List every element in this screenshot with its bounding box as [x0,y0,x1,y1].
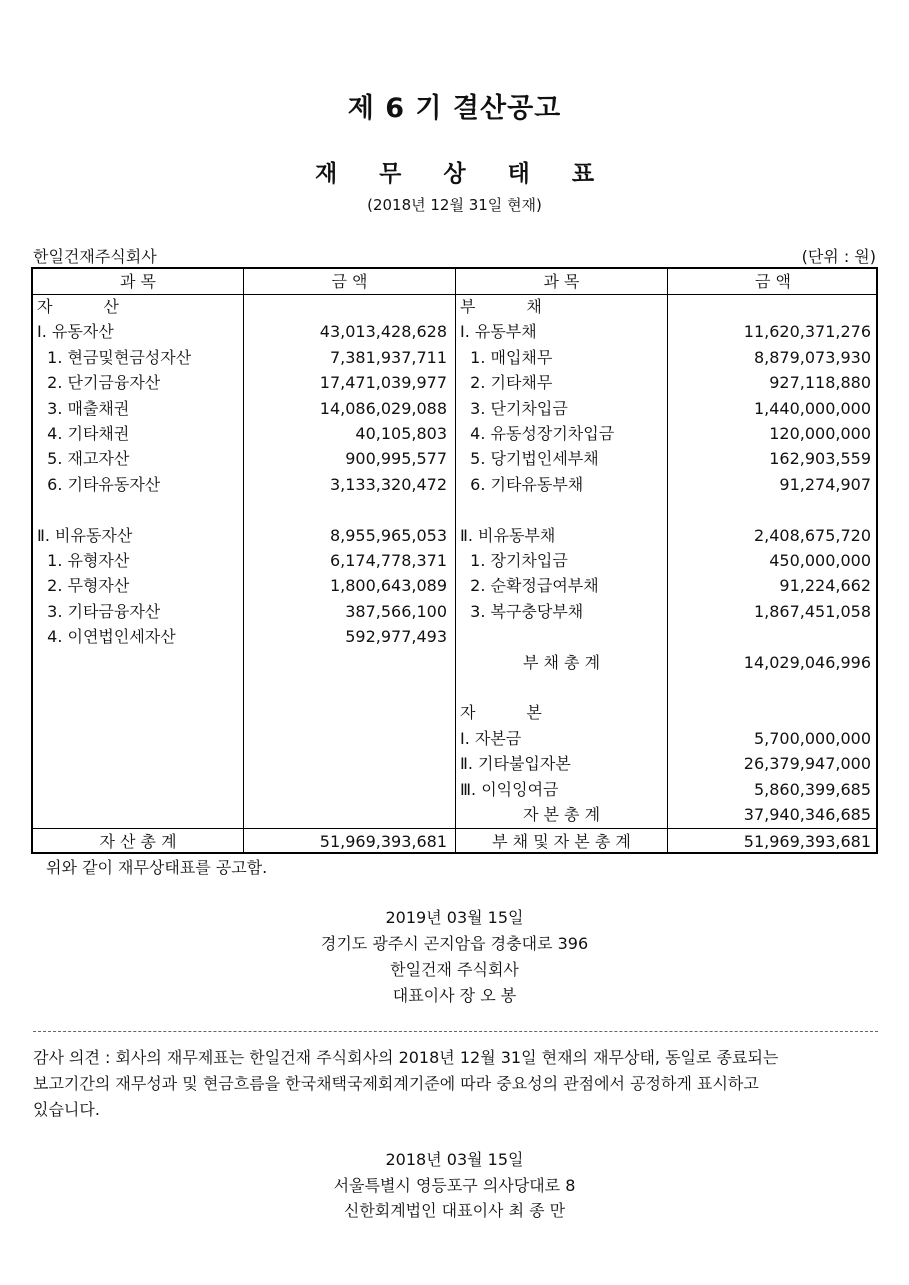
row-label: 1. 유형자산 [37,551,130,570]
row-amount: 2,408,675,720 [753,525,871,545]
row-label: 4. 이연법인세자산 [37,627,176,647]
row-amount: 43,013,428,628 [319,322,447,342]
unit-label: (단위 : 원) [801,247,876,266]
row-label [456,675,671,700]
row-amount [668,294,871,319]
row-amount: 14,029,046,996 [743,652,871,672]
row-label: 3. 복구충당부채 [460,601,584,621]
row-amount [244,294,447,319]
row-label: 6. 기타유동자산 [37,474,161,494]
row-label [456,624,671,649]
row-label: 자 본 총 계 [522,805,601,824]
row-label: 2. 순확정급여부채 [460,576,599,596]
row-label [33,497,247,522]
announcement-date: 2019년 03월 15일 [385,908,524,927]
row-amount: 91,274,907 [779,474,871,494]
row-amount: 387,566,100 [345,601,447,621]
header-amount-right: 금 액 [755,272,791,291]
total-assets-amount: 51,969,393,681 [319,832,447,851]
notice-statement: 위와 같이 재무상태표를 공고함. [46,858,268,877]
row-label: Ⅲ. 이익잉여금 [460,779,559,799]
row-label: 1. 장기차입금 [460,551,568,570]
ceo-signature: 대표이사 장 오 봉 [392,986,517,1005]
row-amount: 900,995,577 [345,449,447,469]
row-amount: 1,867,451,058 [753,601,871,621]
auditor-address: 서울특별시 영등포구 의사당대로 8 [333,1176,576,1195]
row-label: 2. 단기금융자산 [37,373,161,393]
row-amount: 40,105,803 [355,424,447,443]
row-label: 1. 매입채무 [460,347,553,367]
row-amount: 3,133,320,472 [329,474,447,494]
company-name: 한일건재주식회사 [33,247,157,266]
row-amount: 450,000,000 [769,551,871,570]
company-signature: 한일건재 주식회사 [390,960,519,979]
row-label: Ⅰ. 유동부채 [460,322,537,342]
total-assets-label: 자 산 총 계 [99,832,177,851]
row-amount [668,700,871,725]
total-liabilities-equity-amount: 51,969,393,681 [743,832,871,851]
auditor-signature: 신한회계법인 대표이사 최 종 만 [343,1201,566,1220]
row-amount: 1,440,000,000 [753,398,871,418]
header-subject-right: 과 목 [543,272,580,291]
row-amount: 8,879,073,930 [753,347,871,367]
total-liabilities-equity-label: 부 채 및 자 본 총 계 [492,832,631,851]
row-amount [668,624,871,649]
row-amount: 17,471,039,977 [319,373,447,393]
row-amount [244,497,447,522]
header-subject-left: 과 목 [120,272,156,291]
row-amount: 14,086,029,088 [319,398,447,418]
row-amount [668,675,871,700]
row-amount: 8,955,965,053 [329,525,447,545]
audit-opinion-line-2: 보고기간의 재무성과 및 현금흐름을 한국채택국제회계기준에 따라 중요성의 관점에서 공정하게 표시하고 [33,1074,759,1093]
balance-sheet-table [31,267,878,854]
row-amount: 7,381,937,711 [329,347,447,367]
row-label: 4. 유동성장기차입금 [460,424,615,443]
row-label: Ⅱ. 기타불입자본 [460,754,571,774]
row-label: Ⅱ. 비유동자산 [37,525,133,545]
row-label: 자 본 [460,703,542,723]
row-label: 2. 무형자산 [37,576,130,596]
row-label: Ⅰ. 자본금 [460,728,522,748]
row-amount: 6,174,778,371 [329,551,447,570]
notice-title: 제 6 기 결산공고 [347,93,562,124]
row-label: 5. 재고자산 [37,449,130,469]
row-amount: 592,977,493 [345,627,447,647]
row-amount: 11,620,371,276 [743,322,871,342]
row-label: 부 채 총 계 [522,652,601,672]
audit-opinion-line-3: 있습니다. [33,1100,100,1119]
header-amount-left: 금 액 [331,272,368,291]
row-label [456,497,671,522]
section-divider [33,1031,878,1032]
row-label: 1. 현금및현금성자산 [37,347,192,367]
row-amount: 120,000,000 [769,424,871,443]
row-label: 자 산 [37,297,119,316]
row-label: Ⅰ. 유동자산 [37,322,114,342]
audit-opinion-line-1: 감사 의견 : 회사의 재무제표는 한일건재 주식회사의 2018년 12월 31일 현재의 재무상태, 동일로 종료되는 [33,1048,779,1067]
row-amount: 927,118,880 [769,373,871,393]
audit-date: 2018년 03월 15일 [385,1150,524,1169]
row-amount [668,497,871,522]
row-label: 4. 기타채권 [37,424,130,443]
row-amount: 1,800,643,089 [329,576,447,596]
row-label: 5. 당기법인세부채 [460,449,599,469]
statement-date: (2018년 12월 31일 현재) [367,196,542,214]
row-amount: 5,700,000,000 [753,728,871,748]
row-label: 3. 기타금융자산 [37,601,161,621]
row-label: 3. 매출채권 [37,398,130,418]
row-label: 2. 기타채무 [460,373,553,393]
company-address: 경기도 광주시 곤지암읍 경충대로 396 [320,934,589,953]
row-amount: 91,224,662 [779,576,871,596]
row-label: 3. 단기차입금 [460,398,568,418]
row-amount: 5,860,399,685 [753,779,871,799]
statement-title: 재 무 상 태 표 [314,161,612,187]
row-label: 부 채 [460,297,542,316]
row-amount: 37,940,346,685 [743,805,871,824]
row-label: Ⅱ. 비유동부채 [460,525,556,545]
row-label: 6. 기타유동부채 [460,474,584,494]
row-amount: 26,379,947,000 [743,754,871,774]
row-amount: 162,903,559 [769,449,871,469]
